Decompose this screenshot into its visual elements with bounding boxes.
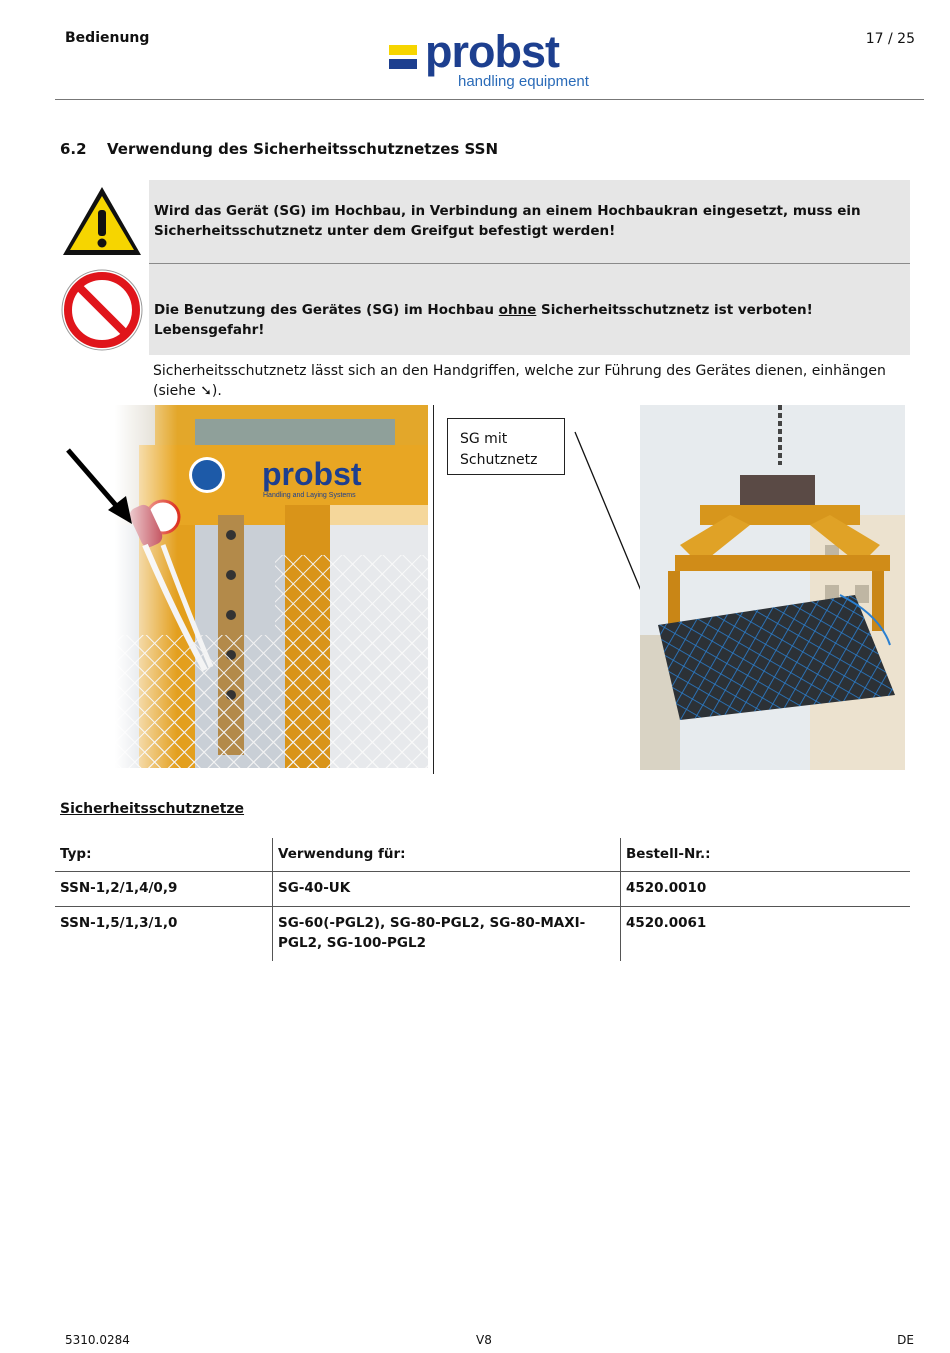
table-row xyxy=(55,872,910,907)
label-pointer-line xyxy=(440,400,670,640)
cell-bestellnr: 4520.0010 xyxy=(621,872,911,907)
photo-gripper-with-net xyxy=(640,405,905,770)
photo-label-line1: SG mit xyxy=(460,431,508,447)
intro-paragraph: Sicherheitsschutznetz lässt sich an den Handgriffen, welche zur Führung des Gerätes dienen, einhängen (siehe ➘). xyxy=(153,363,886,399)
prohibition-sign-icon xyxy=(60,268,144,352)
section-number: 6.2 xyxy=(60,140,87,158)
footer-doc-number: 5310.0284 xyxy=(65,1333,130,1347)
pointer-arrow-icon xyxy=(62,444,142,530)
section-title: Verwendung des Sicherheitsschutznetzes SSN xyxy=(107,140,499,158)
table-header-row xyxy=(55,838,910,872)
cell-bestellnr: 4520.0061 xyxy=(621,907,911,962)
safety-net-table xyxy=(55,838,910,961)
col-header-bestellnr: Bestell-Nr.: xyxy=(621,838,911,872)
table-row xyxy=(55,907,910,962)
prohibition-text: Die Benutzung des Gerätes (SG) im Hochbau ohne Sicherheitsschutznetz ist verboten! Lebensgefahr! xyxy=(154,302,813,338)
header-section-title: Bedienung xyxy=(65,30,150,46)
photo-divider xyxy=(433,405,434,774)
footer-version: V8 xyxy=(476,1333,492,1347)
logo-wordmark: probst xyxy=(425,26,559,77)
col-header-typ: Typ: xyxy=(55,838,273,872)
logo-blue-bar xyxy=(389,59,417,69)
cell-verwendung: SG-40-UK xyxy=(273,872,621,907)
photo-handle-with-net xyxy=(115,405,428,768)
cell-typ: SSN-1,5/1,3/1,0 xyxy=(60,915,178,931)
prohibition-emphasis: ohne xyxy=(498,302,537,318)
logo-yellow-bar xyxy=(389,45,417,55)
page-number: 17 / 25 xyxy=(865,31,915,47)
footer-language: DE xyxy=(897,1333,914,1347)
header-divider xyxy=(55,99,924,100)
warning-text: Wird das Gerät (SG) im Hochbau, in Verbindung an einem Hochbaukran eingesetzt, muss ein Sicherheitsschutznetz unter dem Greifgut befestigt werden! xyxy=(154,203,861,239)
col-header-verwendung: Verwendung für: xyxy=(273,838,621,872)
logo-tagline: handling equipment xyxy=(458,73,589,90)
cell-typ: SSN-1,2/1,4/0,9 xyxy=(55,872,273,907)
table-heading: Sicherheitsschutznetze xyxy=(60,801,245,817)
warning-triangle-icon xyxy=(60,184,144,258)
photo-label-line2: Schutznetz xyxy=(460,452,538,468)
cell-verwendung: SG-60(-PGL2), SG-80-PGL2, SG-80-MAXI-PGL2, SG-100-PGL2 xyxy=(273,907,621,962)
